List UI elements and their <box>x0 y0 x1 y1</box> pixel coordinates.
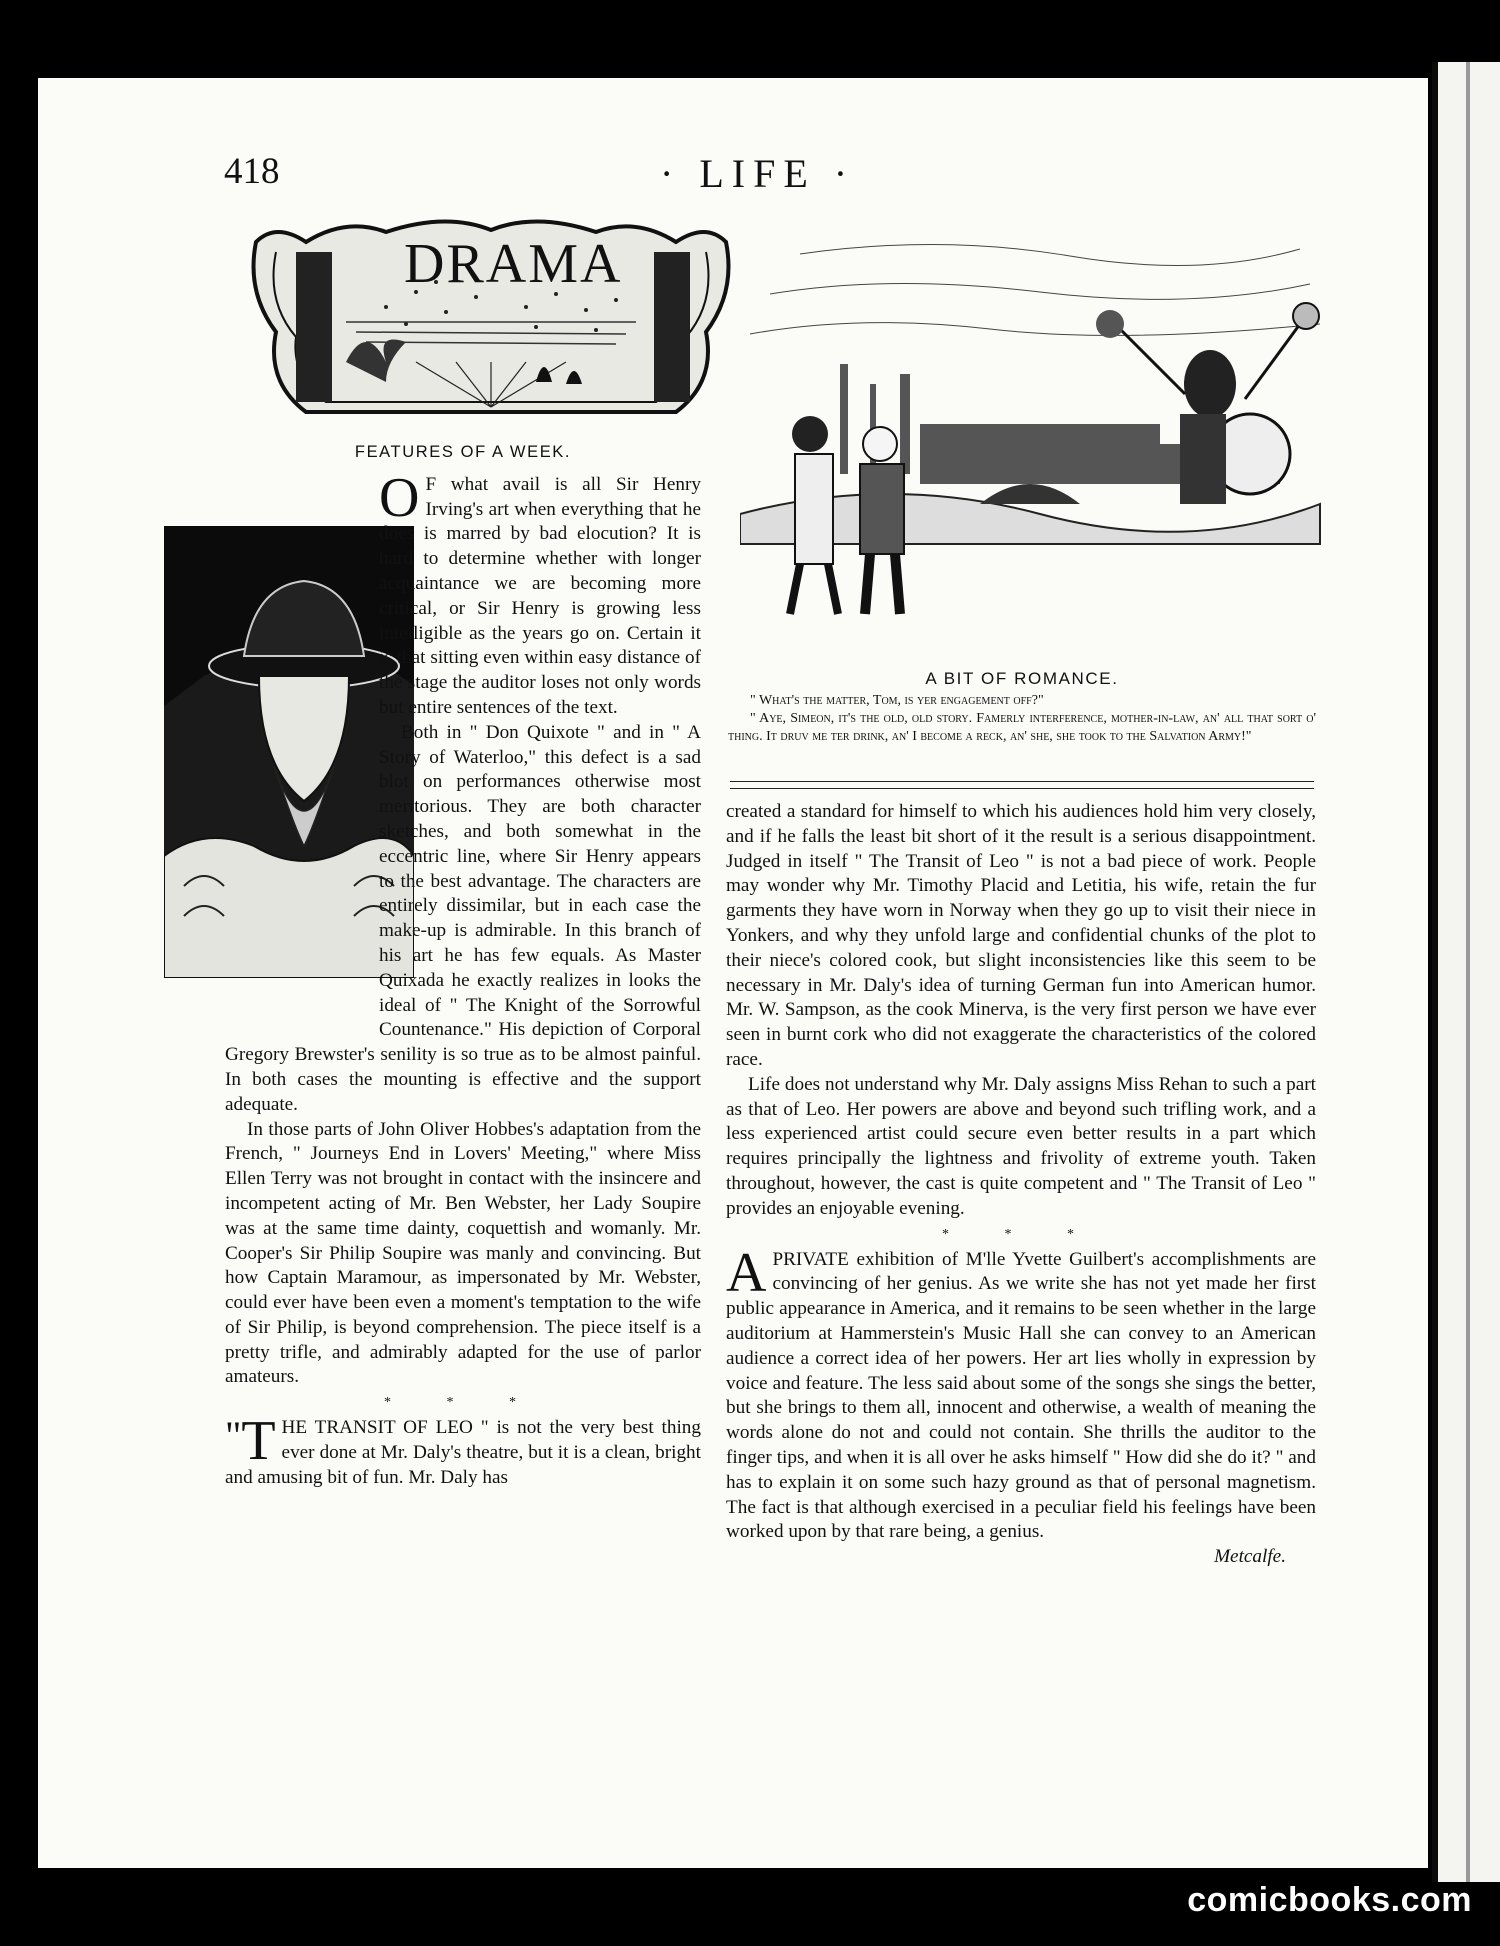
section-separator-stars: * * * <box>384 1395 542 1411</box>
features-paragraph: In those parts of John Oliver Hobbes's adaptation from the French, " Journeys End in Lovers' Meeting," where Miss Ellen Terry was not brought in contact with the insincere and incompetent acting of Mr. Ben Webster, her Lady Soupire was at the same time dainty, coquettish and womanly. Mr. Cooper's Sir Philip Soupire was manly and convincing. But how Captain Maramour, as impersonated by Mr. Webster, could ever have been even a moment's temptation to the wife of Sir Philip, is beyond comprehension. The piece itself is a pretty trifle, and admirably adapted for the use of parlor amateurs. <box>225 1118 701 1388</box>
features-heading: FEATURES OF A WEEK. <box>354 443 572 461</box>
review-paragraph: created a standard for himself to which his audiences hold him very closely, and if he falls the least bit short of it the result is a serious disappointment. Judged in itself " The Transit of Leo " is not a bad piece of work. People may wonder why Mr. Timothy Placid and Letitia, his wife, retain the fur garments they have worn in Norway when they go up to visit their niece in Yonkers, and why they unfold large and confidential chunks of the plot to their niece's colored cook, but slight inconsistencies like this seem to be necessary in Mr. Daly's idea of turning German fun into American humor. Mr. W. Sampson, as the cook Minerva, is the very first person we have ever seen in burnt cork who did not exaggerate the characteristics of the colored race. <box>726 801 1316 1070</box>
magazine-masthead: · LIFE · <box>660 151 856 196</box>
author-signature: Metcalfe. <box>1214 1546 1286 1568</box>
adjacent-page-edge <box>1432 62 1500 1882</box>
paragraph-text: exhibition of M'lle Yvette Guilbert's accomplishments are convincing of her genius. As we write she has not yet made her first public appearance in America, and it remains to be seen whether in the large auditorium at Hammerstein's Music Hall she can convey to an American audience a correct idea of her powers. Her art lies wholly in expression by voice and feature. The less said about some of the songs she sings the better, but she brings to them all, innocent and otherwise, a wealth of meaning the words alone do not and could not contain. She thrills the auditor to the finger tips, and when it is all over he asks himself " How did she do it? " and has to explain it on some such hazy ground as that of personal magnetism. The fact is that although exercised in a peculiar field his feelings have been worked upon by that rare being, a genius. <box>726 1248 1316 1543</box>
cartoon-title: A BIT OF ROMANCE. <box>925 669 1119 688</box>
cartoon-dialogue-line: " What's the matter, Tom, is yer engagement off?" <box>750 693 1044 708</box>
open-quote: " <box>225 1413 242 1459</box>
drama-banner-illustration <box>236 212 750 424</box>
paragraph-text: is not the very best thing ever done at Mr. Daly's theatre, but it is a clean, bright and amusing bit of fun. Mr. Daly has <box>225 1417 701 1488</box>
site-watermark: comicbooks.com <box>1187 1881 1472 1919</box>
transit-paragraph <box>225 1410 701 1490</box>
transit-caps: HE TRANSIT OF LEO " <box>281 1417 489 1439</box>
cartoon-caption <box>728 670 1316 746</box>
cartoon-dialogue-line: " Aye, Simeon, it's the old, old story. Famerly interference, mother-in-law, an' all that sort o' thing. It druv me ter drink, an' I become a reck, an' she, she took to the Salvation Army!" <box>728 711 1316 744</box>
paragraph-text: F what avail is all Sir Henry Irving's art when everything that he does is marred by bad elocution? It is hard to determine whether with longer acquaintance we are becoming more critical, or Sir Henry is growing less intelligible as the years go on. Certain it is that sitting even within easy distance of the stage the auditor loses not only words but entire sentences of the text. <box>379 473 701 718</box>
left-column <box>225 440 701 1491</box>
drop-cap-t: T <box>241 1410 276 1473</box>
portrait-float-spacer <box>163 521 371 1033</box>
page-number: 418 <box>224 151 280 192</box>
review-paragraph: Life does not understand why Mr. Daly assigns Miss Rehan to such a part as that of Leo. Her powers are above and beyond such trifling work, and a less experienced artist could secure even better results in a part which requires principally the lightness and frivolity of extreme youth. Taken throughout, however, the cast is quite competent and " The Transit of Leo " provides an enjoyable evening. <box>726 1073 1316 1219</box>
right-column <box>726 800 1316 1570</box>
guilbert-paragraph <box>726 1241 1316 1546</box>
drama-title: DRAMA <box>404 233 623 295</box>
private-caps: PRIVATE <box>772 1248 849 1270</box>
features-paragraph: Both in " Don Quixote " and in " A Story of Waterloo," this defect is a sad blot on performances otherwise most meritorious. They are both character sketches, and both somewhat in the eccentric line, where Sir Henry appears to the best advantage. The characters are entirely dissimilar, but in each case the make-up is admirable. In this branch of his art he has few equals. As Master Quixada he exactly realizes in looks the ideal of " The Knight of the Sorrowful Countenance." His depiction of Corporal Gregory Brewster's senility is so true as to be almost painful. In both cases the mounting is effective and the support adequate. <box>225 721 701 1115</box>
bit-of-romance-cartoon <box>740 214 1324 664</box>
section-separator-stars: * * * <box>942 1226 1100 1242</box>
double-rule-divider <box>730 781 1314 789</box>
drop-cap-o: O <box>379 466 420 529</box>
drop-cap-a: A <box>726 1241 767 1304</box>
